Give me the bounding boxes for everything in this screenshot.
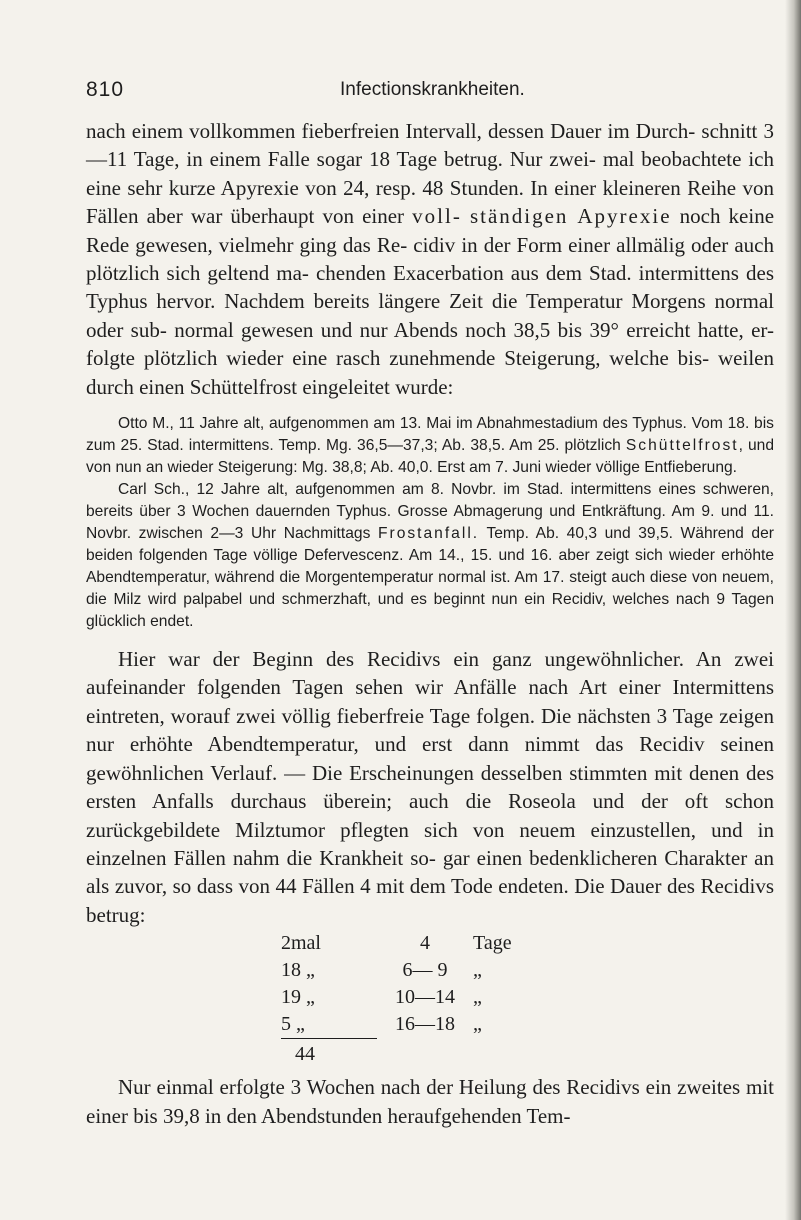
page-number: 810 bbox=[86, 78, 125, 101]
page-body bbox=[86, 117, 774, 1130]
case-otto: Otto M., 11 Jahre alt, aufgenommen am 13. Mai im Abnahmestadium des Typhus. Vom 18. bis zum 25. Stad. intermittens. Temp. Mg. 36,5—37,3; Ab. 38,5. Am 25. plötzlich Schüttelfrost, und von nun an wieder Steigerung: Mg. 38,8; Ab. 40,0. Erst am 7. Juni wieder völlige Entfieberung. bbox=[86, 415, 774, 477]
running-title: Infectionskrankheiten. bbox=[340, 79, 525, 100]
case-reports bbox=[86, 413, 774, 633]
duration-table bbox=[281, 930, 543, 1068]
emphasis-schuettelfrost: Schüttelfrost bbox=[625, 437, 739, 455]
emphasis-frostanfall: Frostanfall. bbox=[377, 525, 480, 543]
emphasis-voll: voll- bbox=[412, 204, 462, 229]
page-header bbox=[86, 78, 776, 108]
paragraph-beginn-recidiv: Hier war der Beginn des Recidivs ein ganz ungewöhnlicher. An zwei aufeinander folgenden Tagen sehen wir Anfälle nach Art einer Intermittens eintreten, worauf zwei völlig fieberfreie Tage folgen. Die nächsten 3 Tage zeigen nur erhöhte Abendtemperatur, und erst dann nimmt das Recidiv seinen gewöhnlichen Verlauf. — Die Erscheinungen desselben stimmten mit denen des ersten Anfalls durchaus überein; auch die Roseola und der oft schon zurückgebildete Milztumor pflegten sich von neuem einzustellen, und in einzelnen Fällen nahm die Krankheit so- gar einen bedenklicheren Charakter an als zuvor, so dass von 44 Fällen 4 mit dem Tode endeten. Die Dauer des Recidivs betrug: bbox=[86, 647, 775, 927]
paragraph-zweites-recidiv: Nur einmal erfolgte 3 Wochen nach der Heilung des Recidivs ein zweites mit einer bis 39,8 in den Abendstunden heraufgehenden Tem- bbox=[86, 1075, 774, 1128]
paragraph-intervall: nach einem vollkommen fieberfreien Intervall, dessen Dauer im Durch- schnitt 3—11 Tage, in einem Falle sogar 18 Tage betrug. Nur zwei- mal beobachtete ich eine sehr kurze Apyrexie von 24, resp. 48 Stunden. In einer kleineren Reihe von Fällen aber war überhaupt von einer voll- ständigen Apyrexie noch keine Rede gewesen, vielmehr ging das Re- cidiv in der Form einer allmälig oder auch plötzlich sich geltend ma- chenden Exacerbation aus dem Stad. intermittens des Typhus hervor. Nachdem bereits längere Zeit die Temperatur Morgens normal oder sub- normal gewesen und nur Abends noch 38,5 bis 39° erreicht hatte, er- folgte plötzlich wieder eine rasch zunehmende Steigerung, welche bis- weilen durch einen Schüttelfrost eingeleitet wurde: bbox=[86, 119, 775, 399]
table-total-row bbox=[281, 1039, 543, 1069]
table-row: 2mal 4 Tage bbox=[281, 932, 512, 955]
case-carl: Carl Sch., 12 Jahre alt, aufgenommen am 8. Novbr. im Stad. intermittens eines schweren, bereits über 3 Wochen dauernden Typhus. Grosse Abmagerung und Entkräftung. Am 9. und 11. Novbr. zwischen 2—3 Uhr Nachmittags Frostanfall. Temp. Ab. 40,3 und 39,5. Während der beiden folgenden Tage völlige Defervescenz. Am 14., 15. und 16. aber zeigt sich wieder erhöhte Abendtemperatur, während die Morgentemperatur normal ist. Am 17. steigt auch diese von neuem, die Milz wird palpabel und schmerzhaft, und es beginnt nun ein Recidiv, welches nach 9 Tagen glücklich endet. bbox=[86, 481, 775, 631]
emphasis-apyrexie: ständigen Apyrexie bbox=[469, 204, 672, 229]
table-row: 19 „ 10—14 „ bbox=[281, 986, 482, 1009]
table-total: 44 bbox=[281, 1039, 377, 1069]
table-row: 5 „ 16—18 „ bbox=[281, 1013, 482, 1036]
table-row: 18 „ 6— 9 „ bbox=[281, 959, 482, 982]
page-edge-shadow bbox=[785, 0, 801, 1220]
